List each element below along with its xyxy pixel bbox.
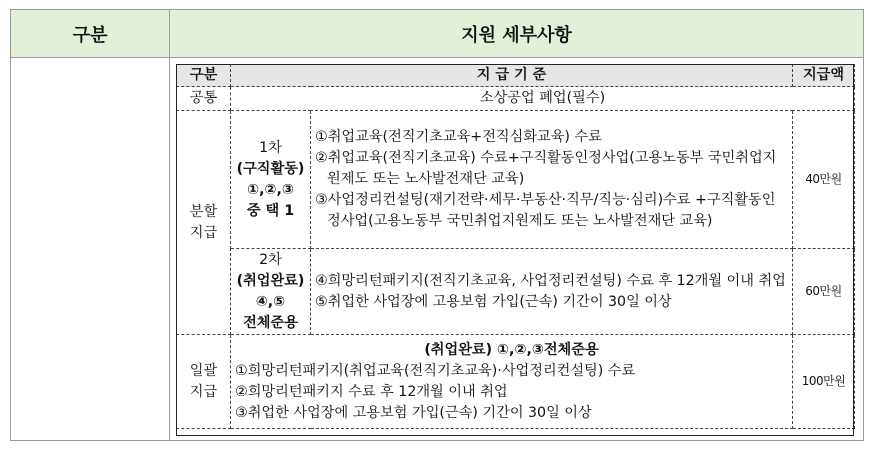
first-stage-choice: ①,②,③ <box>247 181 294 198</box>
lump-items <box>231 335 793 429</box>
second-stage-choice: ④,⑤ <box>255 293 286 310</box>
first-stage-rule: 중 택 1 <box>246 202 295 219</box>
split-label <box>177 111 231 335</box>
lump-item-2: ②희망리턴패키지 수료 후 12개월 이내 취업 <box>235 383 508 400</box>
split-label-line1: 분할 <box>189 203 218 220</box>
second-item-2: ⑤취업한 사업장에 고용보험 가입(근속) 기간이 30일 이상 <box>315 293 672 310</box>
lump-row <box>177 335 855 429</box>
second-stage-rule: 전체준용 <box>243 314 298 331</box>
outer-header-row <box>11 10 863 58</box>
lump-label-line2: 지급 <box>189 383 218 400</box>
second-stage-items <box>311 249 793 335</box>
lump-item-1: ①희망리턴패키지(취업교육(전직기초교육)·사업정리컨설팅) 수료 <box>235 362 636 379</box>
second-stage: 2차 <box>259 251 282 268</box>
header-category: 구분 <box>177 65 231 87</box>
lump-item-3: ③취업한 사업장에 고용보험 가입(근속) 기간이 30일 이상 <box>235 404 592 421</box>
first-stage-cell <box>231 111 311 249</box>
common-criteria: 소상공업 폐업(필수) <box>231 87 855 111</box>
first-stage: 1차 <box>259 139 282 156</box>
header-criteria: 지 급 기 준 <box>231 65 793 87</box>
outer-header-details: 지원 세부사항 <box>461 24 572 46</box>
second-stage-amount: 60만원 <box>793 249 855 335</box>
split-first-row <box>177 111 855 249</box>
lump-amount: 100만원 <box>793 335 855 429</box>
split-second-row <box>177 249 855 335</box>
first-item-1: ①취업교육(전직기초교육+전직심화교육) 수료 <box>315 129 602 145</box>
second-stage-cell <box>231 249 311 335</box>
first-stage-amount: 40만원 <box>793 111 855 249</box>
common-row <box>177 87 855 111</box>
outer-header-category: 구분 <box>11 10 170 57</box>
outer-left-empty-cell <box>11 58 170 440</box>
second-stage-tag: (취업완료) <box>236 272 305 289</box>
criteria-header-row <box>177 65 855 87</box>
lump-label-line1: 일괄 <box>189 362 218 379</box>
first-item-3: ③사업정리컨설팅(재기전략·세무·부동산·직무/직능·심리)수료 +구직활동인정사업(고용노동부 국민취업지원제도 또는 노사발전재단 교육) <box>315 192 776 229</box>
criteria-table <box>176 64 854 436</box>
split-label-line2: 지급 <box>189 224 218 241</box>
lump-label <box>177 335 231 429</box>
common-label: 공통 <box>177 87 231 111</box>
header-amount: 지급액 <box>793 65 855 87</box>
lump-title: (취업완료) ①,②,③전체준용 <box>424 341 599 358</box>
first-stage-items <box>311 111 793 249</box>
first-stage-tag: (구직활동) <box>236 160 305 177</box>
first-item-2: ②취업교육(전직기초교육) 수료+구직활동인정사업(고용노동부 국민취업지원제도 또는 노사발전재단 교육) <box>315 150 777 187</box>
second-item-1: ④희망리턴패키지(전직기초교육, 사업정리컨설팅) 수료 후 12개월 이내 취업 <box>315 272 786 289</box>
